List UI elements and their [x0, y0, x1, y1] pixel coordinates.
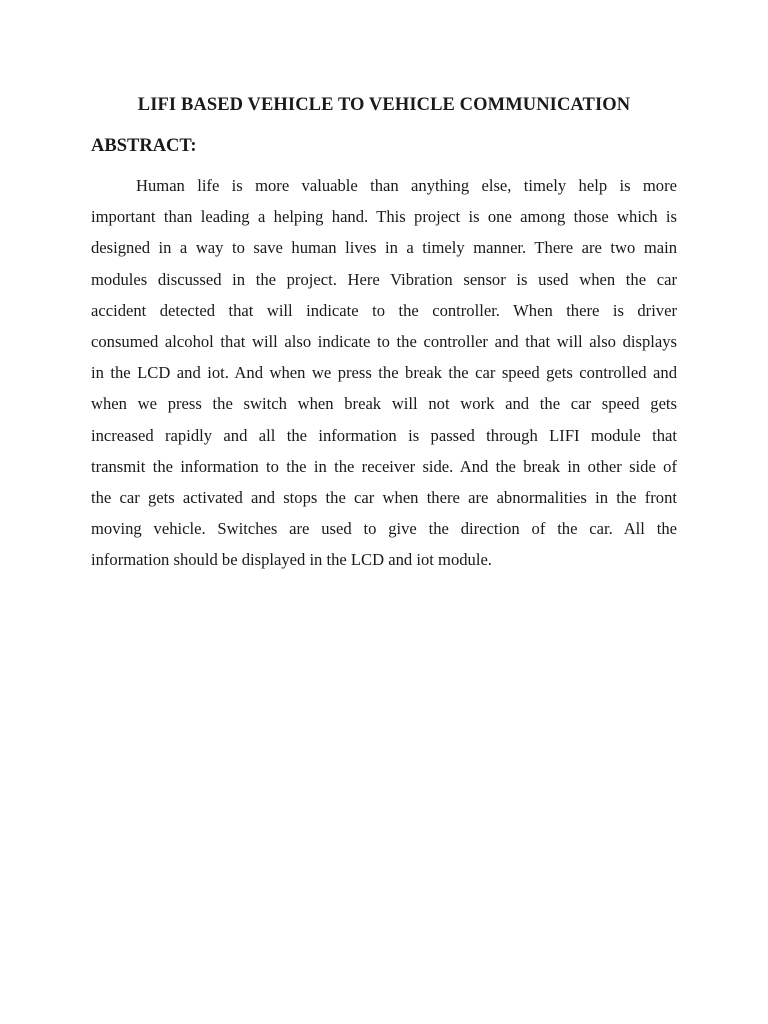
paragraph-line: accident detected that will indicate to the controller. When there is driver — [91, 300, 677, 320]
paragraph-line: modules discussed in the project. Here Vibration sensor is used when the car — [91, 269, 677, 289]
paragraph-line: important than leading a helping hand. This project is one among those which is — [91, 207, 677, 227]
paragraph-line: the car gets activated and stops the car when there are abnormalities in the front — [91, 487, 677, 507]
paragraph-line: Human life is more valuable than anything else, timely help is more — [136, 176, 677, 195]
paragraph-line: when we press the switch when break will not work and the car speed gets — [91, 394, 677, 414]
paragraph-line: transmit the information to the in the receiver side. And the break in other side of — [91, 456, 677, 476]
abstract-heading: ABSTRACT: — [91, 136, 197, 156]
paragraph-line: information should be displayed in the LCD and iot module. — [91, 550, 492, 570]
paragraph-line: consumed alcohol that will also indicate to the controller and that will also displays — [91, 331, 677, 351]
abstract-paragraph — [91, 170, 677, 575]
paragraph-line: in the LCD and iot. And when we press the break the car speed gets controlled and — [91, 363, 677, 383]
document-title: LIFI BASED VEHICLE TO VEHICLE COMMUNICATION — [137, 95, 631, 115]
paragraph-line: designed in a way to save human lives in a timely manner. There are two main — [91, 238, 677, 258]
paragraph-line: moving vehicle. Switches are used to give the direction of the car. All the — [91, 519, 677, 539]
paragraph-line: increased rapidly and all the information is passed through LIFI module that — [91, 425, 677, 445]
